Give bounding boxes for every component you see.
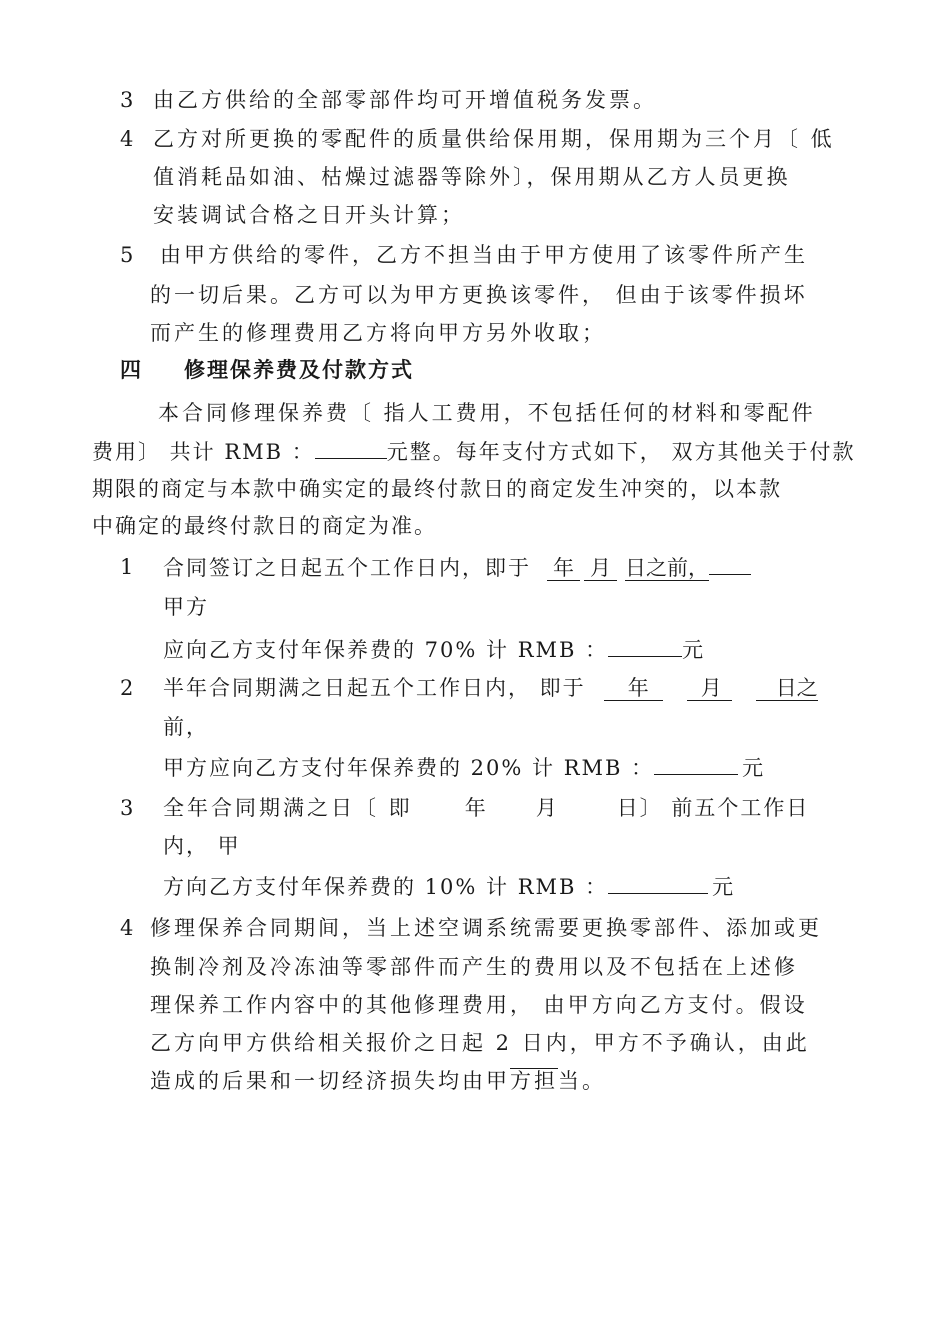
section-title: 修理保养费及付款方式 [184, 357, 414, 382]
payment-3-year: 年 [464, 796, 486, 820]
payment-3-line-3 [163, 871, 733, 901]
payment-1-unit: 元 [682, 638, 704, 662]
payment-2-year: 年 [604, 676, 663, 701]
payment-1-year: 年 [547, 556, 580, 581]
clause-5-line-2: 的一切后果。乙方可以为甲方更换该零件， 但由于该零件损坏 [150, 283, 808, 307]
payment-3-unit: 元 [712, 875, 734, 899]
intro-line-2-tail: 元整。每年支付方式如下， 双方其他关于付款 [386, 440, 856, 464]
clause-4-number: 4 [120, 127, 134, 151]
intro-line-1: 本合同修理保养费〔 指人工费用，不包括任何的材料和零配件 [158, 401, 816, 425]
payment-2-line-2: 前， [163, 715, 209, 739]
payment-1-text: 合同签订之日起五个工作日内，即于 [163, 556, 531, 580]
payment-3-day: 日〕 前五个工作日 [616, 796, 810, 820]
clause-4-line-3: 安装调试合格之日开头计算； [153, 203, 465, 227]
intro-line-4: 中确定的最终付款日的商定为准。 [92, 514, 437, 538]
clause-3-number: 3 [120, 88, 134, 112]
intro-line-2-lead: 费用〕 共计 RMB ： [92, 440, 315, 464]
payment-3-line-2: 内， 甲 [163, 834, 241, 858]
clause-3-text: 由乙方供给的全部零部件均可开增值税务发票。 [153, 88, 657, 112]
payment-1-line-1 [163, 552, 751, 582]
payment-3-amount-blank [608, 871, 708, 894]
payment-3-line-1 [163, 793, 809, 823]
payment-2-unit: 元 [742, 756, 764, 780]
payment-2-line-3 [163, 752, 763, 782]
payment-3-number: 3 [120, 796, 134, 820]
payment-1-number: 1 [120, 555, 134, 579]
payment-2-line-1 [163, 673, 818, 703]
payment-2-text: 半年合同期满之日起五个工作日内， 即于 [163, 676, 586, 700]
clause-5-line-3: 而产生的修理费用乙方将向甲方另外收取； [150, 321, 606, 345]
payment-2-day: 日之 [756, 676, 818, 701]
intro-line-2 [92, 436, 855, 466]
payment-4-line-4: 乙方向甲方供给相关报价之日起 2 日内，甲方不予确认，由此 [150, 1031, 810, 1055]
payment-1-line-3 [163, 634, 703, 664]
section-number: 四 [120, 357, 141, 382]
payment-1-month: 月 [584, 556, 617, 581]
payment-2-number: 2 [120, 676, 134, 700]
payment-3-text: 全年合同期满之日〔 即 [163, 796, 413, 820]
clause-5-line-1: 由甲方供给的零件，乙方不担当由于甲方使用了该零件所产生 [160, 243, 808, 267]
payment-1-amount-label: 应向乙方支付年保养费的 70% 计 RMB ： [163, 638, 609, 662]
payment-1-blank [709, 552, 751, 575]
payment-4-line-5-tail: 当。 [558, 1069, 606, 1093]
payment-2-amount-label: 甲方应向乙方支付年保养费的 20% 计 RMB ： [163, 756, 655, 780]
payment-4-line-3: 理保养工作内容中的其他修理费用， 由甲方向乙方支付。假设 [150, 993, 808, 1017]
clause-4-line-2: 值消耗品如油、枯燥过滤器等除外〕，保用期从乙方人员更换 [153, 165, 791, 189]
payment-2-month: 月 [687, 676, 732, 701]
payment-4-line-5-lead: 造成的后果和一切经济损失均由甲 [150, 1069, 510, 1093]
clause-4-line-1: 乙方对所更换的零配件的质量供给保用期，保用期为三个月〔 低 [153, 127, 835, 151]
payment-3-amount-label: 方向乙方支付年保养费的 10% 计 RMB ： [163, 875, 609, 899]
payment-3-month: 月 [535, 796, 557, 820]
payment-4-line-5 [150, 1066, 606, 1096]
payment-1-day: 日之前， [625, 556, 709, 580]
payment-1-line-2: 甲方 [163, 595, 209, 619]
payment-4-line-1: 修理保养合同期间，当上述空调系统需要更换零部件、添加或更 [150, 916, 822, 940]
total-fee-blank [315, 436, 387, 459]
clause-5-number: 5 [120, 243, 134, 267]
payment-4-line-5-mark: 方担 [510, 1069, 558, 1093]
payment-2-amount-blank [654, 752, 738, 775]
payment-4-line-2: 换制冷剂及冷冻油等零部件而产生的费用以及不包括在上述修 [150, 955, 798, 979]
payment-4-number: 4 [120, 916, 134, 940]
payment-1-amount-blank [608, 634, 682, 657]
intro-line-3: 期限的商定与本款中确实定的最终付款日的商定发生冲突的，以本款 [92, 477, 782, 501]
